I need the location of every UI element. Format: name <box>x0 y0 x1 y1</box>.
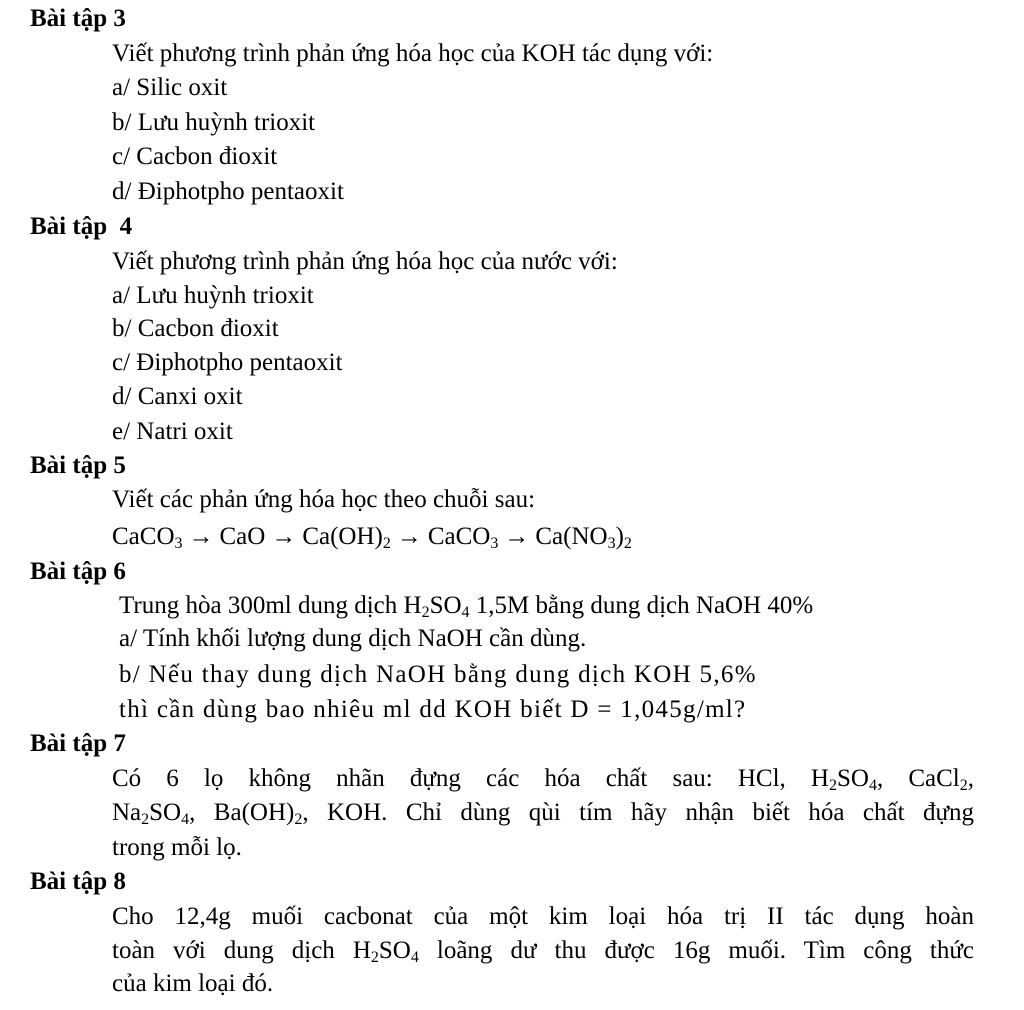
exercise-6-title: Bài tập 6 <box>30 558 126 585</box>
exercise-4-item-a: a/ Lưu huỳnh trioxit <box>112 282 314 309</box>
chain-caco3-b: CaCO$_3$ <box>427 523 499 552</box>
exercise-4-intro: Viết phương trình phản ứng hóa học của nước với: <box>112 248 618 275</box>
exercise-8-line-3: của kim loại đó. <box>112 970 274 997</box>
exercise-3-item-b: b/ Lưu huỳnh trioxit <box>112 109 316 136</box>
exercise-8-title: Bài tập 8 <box>30 868 126 895</box>
exercise-7-title: Bài tập 7 <box>30 730 126 757</box>
exercise-4-item-c: c/ Điphotpho pentaoxit <box>112 349 343 376</box>
exercise-6-line-1: Trung hòa 300ml dung dịch $H_2SO_4$ 1,5M bằng dung dịch NaOH 40% <box>119 592 814 621</box>
exercise-4-item-b: b/ Cacbon đioxit <box>112 315 279 342</box>
chain-arrow-icon: → <box>188 523 214 550</box>
chain-cano32: $Ca(NO_3)_2$ <box>535 523 632 552</box>
exercise-6-line-4: thì cần dùng bao nhiêu ml dd KOH biết D = 1,045g/ml? <box>119 696 747 723</box>
exercise-7-line-2: $Na_2SO_4$, $Ba(OH)_2$, KOH. Chỉ dùng qùi tím hãy nhận biết hóa chất đựng <box>112 799 974 828</box>
chain-caoh2: $Ca(OH)_2$ <box>302 523 391 552</box>
chain-arrow-icon: → <box>271 523 297 550</box>
exercise-3-title: Bài tập 3 <box>30 5 126 32</box>
chain-cao: CaO <box>219 523 266 550</box>
exercise-7-line-1: Có 6 lọ không nhãn đựng các hóa chất sau: HCl, $H_2SO_4$, CaCl$_2$, <box>112 765 974 794</box>
exercise-4-item-e: e/ Natri oxit <box>112 418 233 445</box>
exercise-3-item-a: a/ Silic oxit <box>112 74 228 101</box>
exercise-5-intro: Viết các phản ứng hóa học theo chuỗi sau: <box>112 486 536 513</box>
reaction-chain <box>112 522 632 552</box>
exercise-3-intro: Viết phương trình phản ứng hóa học của KOH tác dụng với: <box>112 40 714 67</box>
exercise-3-item-c: c/ Cacbon đioxit <box>112 143 278 170</box>
exercise-3-item-d: d/ Điphotpho pentaoxit <box>112 178 344 205</box>
exercise-8-line-2: toàn với dung dịch $H_2SO_4$ loãng dư thu được 16g muối. Tìm công thức <box>112 937 974 966</box>
exercise-4-item-d: d/ Canxi oxit <box>112 383 243 410</box>
exercise-8-line-1: Cho 12,4g muối cacbonat của một kim loại hóa trị II tác dụng hoàn <box>112 903 974 930</box>
chain-arrow-icon: → <box>504 523 530 550</box>
exercise-4-title: Bài tập 4 <box>30 213 133 240</box>
exercise-6-line-2: a/ Tính khối lượng dung dịch NaOH cần dùng. <box>119 625 587 652</box>
chain-arrow-icon: → <box>396 523 422 550</box>
exercise-5-title: Bài tập 5 <box>30 452 126 479</box>
chain-caco3-a: CaCO$_3$ <box>112 523 183 552</box>
exercise-6-line-3: b/ Nếu thay dung dịch NaOH bằng dung dịch KOH 5,6% <box>119 661 757 688</box>
exercise-7-line-3: trong mỗi lọ. <box>112 834 242 861</box>
